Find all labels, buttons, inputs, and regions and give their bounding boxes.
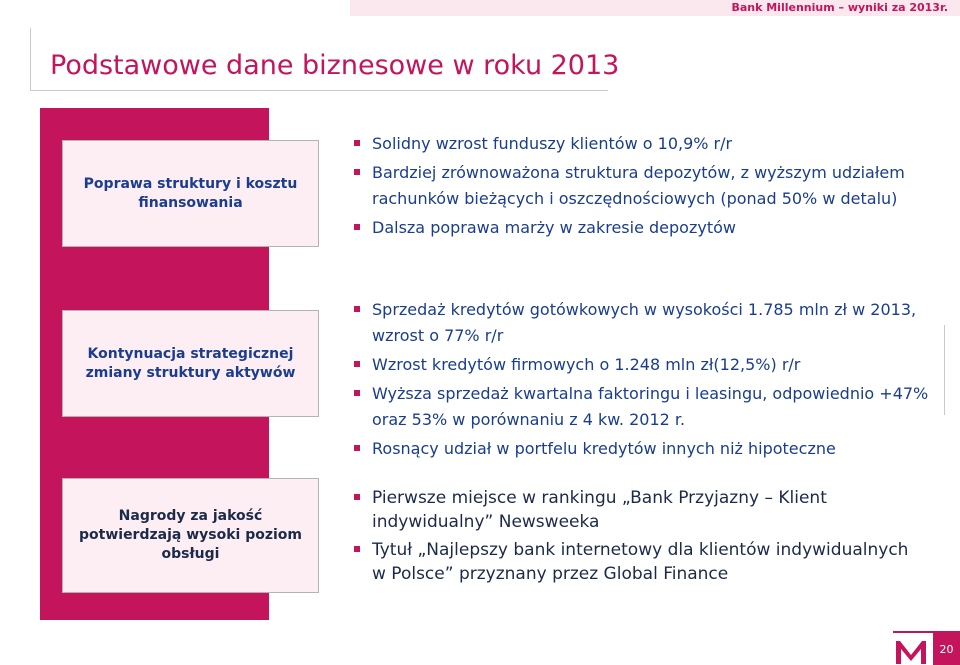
section-heading-funding: Poprawa struktury i kosztu finansowania [62, 140, 319, 247]
bullet-item [354, 486, 914, 534]
bullet-square-icon [354, 390, 360, 396]
bullet-square-icon [354, 140, 360, 146]
bullet-text: Solidny wzrost funduszy klientów o 10,9% r/r [372, 134, 733, 153]
title-divider-horizontal [30, 90, 608, 91]
bullet-text: Wzrost kredytów firmowych o 1.248 mln zł(12,5%) r/r [372, 355, 801, 374]
bullet-text: Dalsza poprawa marży w zakresie depozytów [372, 218, 736, 237]
bullet-list-awards [354, 486, 914, 590]
bullet-item [354, 215, 914, 241]
bullet-text: Bardziej zrównoważona struktura depozytów, z wyższym udziałem rachunków bieżących i oszczędnościowych (ponad 50% w detalu) [372, 163, 905, 208]
page-title: Podstawowe dane biznesowe w roku 2013 [50, 50, 620, 81]
logo-m-glyph [894, 637, 928, 665]
right-divider [944, 325, 945, 415]
bullet-square-icon [354, 306, 360, 312]
bullet-square-icon [354, 494, 360, 500]
report-label: Bank Millennium – wyniki za 2013r. [731, 1, 948, 14]
bullet-item [354, 436, 929, 462]
section-heading-assets: Kontynuacja strategicznej zmiany struktury aktywów [62, 310, 319, 417]
bullet-item [354, 131, 914, 157]
bullet-item [354, 297, 929, 349]
header-strip [350, 0, 960, 16]
title-divider-vertical [30, 28, 31, 90]
bullet-square-icon [354, 361, 360, 367]
bullet-square-icon [354, 546, 360, 552]
bullet-text: Sprzedaż kredytów gotówkowych w wysokości 1.785 mln zł w 2013, wzrost o 77% r/r [372, 300, 917, 345]
bullet-list-assets [354, 297, 929, 465]
bullet-square-icon [354, 169, 360, 175]
bullet-square-icon [354, 445, 360, 451]
bullet-item [354, 352, 929, 378]
millennium-m-logo-icon [893, 633, 929, 665]
bullet-item [354, 160, 914, 212]
bullet-text: Pierwsze miejsce w rankingu „Bank Przyjazny – Klient indywidualny” Newsweeka [372, 488, 827, 532]
bullet-text: Wyższa sprzedaż kwartalna faktoringu i leasingu, odpowiednio +47% oraz 53% w porównaniu z 4 kw. 2012 r. [372, 384, 929, 429]
bullet-item [354, 381, 929, 433]
bullet-text: Rosnący udział w portfelu kredytów innych niż hipoteczne [372, 439, 836, 458]
bullet-square-icon [354, 224, 360, 230]
bullet-item [354, 538, 914, 586]
bullet-text: Tytuł „Najlepszy bank internetowy dla klientów indywidualnych w Polsce” przyznany przez Global Finance [372, 540, 909, 584]
section-heading-awards: Nagrody za jakość potwierdzają wysoki poziom obsługi [62, 478, 319, 593]
bullet-list-funding [354, 131, 914, 244]
page-number: 20 [933, 633, 960, 665]
